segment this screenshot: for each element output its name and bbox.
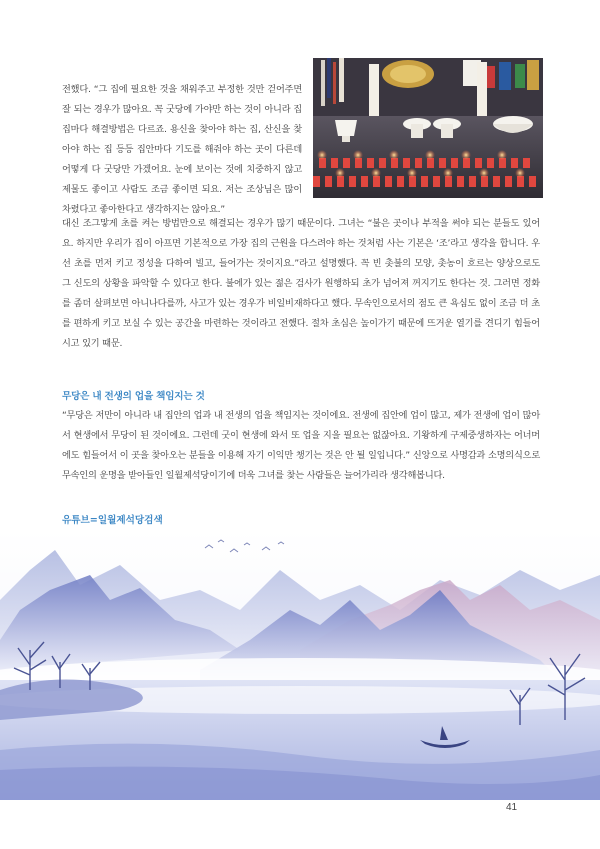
altar-candles-photo bbox=[313, 58, 543, 198]
article-paragraph-3: “무당은 저만이 아니라 내 집안의 업과 내 전생의 업을 책임지는 것이에요. 전생에 집안에 업이 많고, 제가 전생에 업이 많아서 현생에서 무당이 된 것이에요. 그런데 굿이 현생에 와서 또 업을 지을 필요는 없잖아요. 기왕하게 구제중생하자는 어너머에도 힘들어서 이 곳을 찾아오는 분들을 이용해 자기 이익만 챙기는 것은 안 될 일입니다.” 신앙으로 사명감과 소명의식으로 무속인의 운명을 받아들인 일월제석당이기에 더욱 그녀를 찾는 사람들은 늘어가리라 생각해봅니다. bbox=[62, 410, 540, 481]
landscape-illustration bbox=[0, 530, 600, 800]
article-paragraph-1: 전했다. “그 집에 필요한 것을 채워주고 부정한 것만 걷어주면 잘 되는 경우가 많아요. 꼭 굿당에 가야만 하는 것이 아니라 집집마다 해결방법은 다르죠. 용신을 찾아야 하는 집, 산신을 찾아야 하는 집 등등 집안마다 기도를 해줘야 하는 곳이 다른데 어떻게 다 굿당만 가겠어요. 눈에 보이는 것에 치중하지 않고 제물도 좋이고 사람도 조금 좋이면 되요. 저는 조상님은 많이 차렸다고 좋아한다고 생각하지는 않아요.” bbox=[62, 84, 302, 215]
section-subheading: 무당은 내 전생의 업을 책임지는 것 bbox=[62, 391, 205, 402]
misty-mountain-landscape bbox=[0, 530, 600, 800]
altar-photo-illustration bbox=[313, 58, 543, 198]
article-paragraph-2: 대신 조그맣게 초를 켜는 방법만으로 해결되는 경우가 많기 때문이다. 그녀는 “불은 곳이나 부적을 써야 되는 분들도 있어요. 하지만 우리가 집이 아프면 기본적으로 가장 집의 근원을 다스려야 하는 것처럼 사는 기본은 ‘조’라고 생각을 합니다. 우선 초를 먼저 키고 정성을 다하여 빌고, 들어가는 것이지요.”라고 설명했다. 꼭 빈 촛불의 모양, 촛농이 흐르는 양상으로도 그 신도의 상황을 파악할 수 있다고 한다. 불에가 있는 젊은 검사가 원행하되 초가 넘어져 꺼지기도 한다는 것. 그러면 정화를 좀더 살펴보면 아니나다를까, 사고가 있는 경우가 비일비재하다고 했다. 무속인으로서의 점도 큰 욕심도 없이 조금 더 초를 편하게 키고 보실 수 있는 공간을 마련하는 것이라고 전했다. 절차 초심은 높이가기 때문에 뜨거운 열기를 견디기 힘들어 시고 있기 때문. bbox=[62, 218, 540, 349]
page-number: 41 bbox=[506, 802, 518, 813]
youtube-channel-credit: 유튜브=일월제석당검색 bbox=[62, 515, 163, 526]
